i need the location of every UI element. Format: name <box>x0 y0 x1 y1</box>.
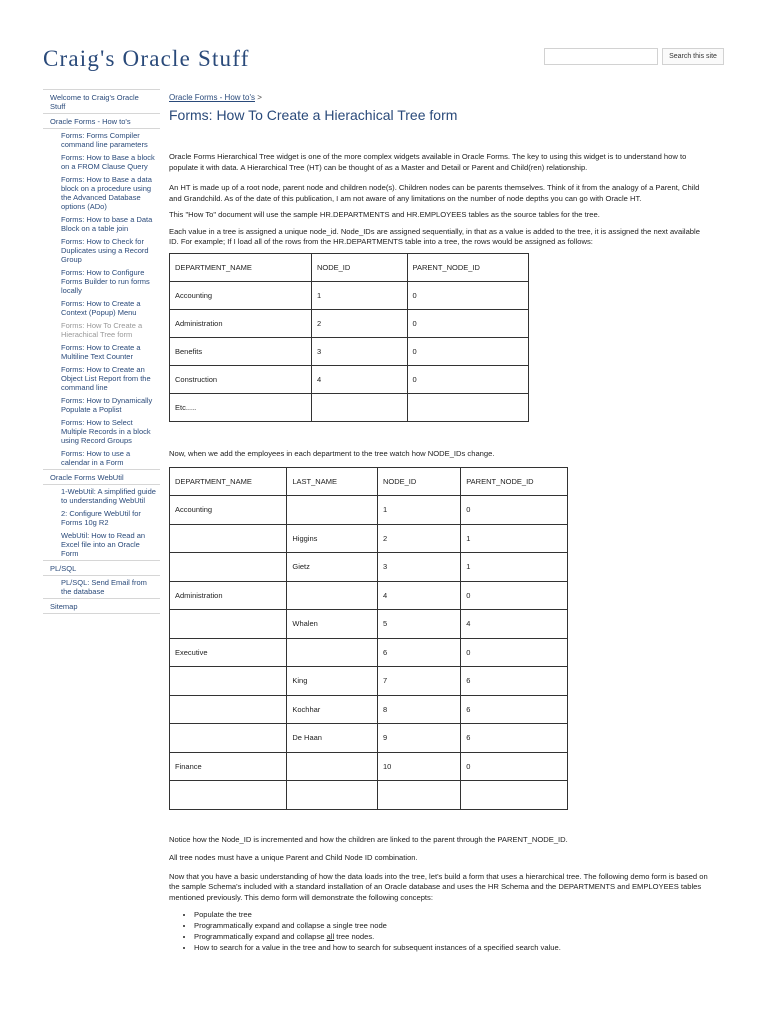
sidebar-section-link[interactable]: Oracle Forms WebUtil <box>43 470 160 485</box>
table-cell: Benefits <box>170 337 312 365</box>
table-cell <box>287 638 378 667</box>
table-row <box>170 695 568 724</box>
table-row <box>170 667 568 696</box>
sidebar-item[interactable]: Forms: How to Check for Duplicates using a Record Group <box>61 237 149 264</box>
table-row <box>170 524 568 553</box>
table-cell: Gietz <box>287 553 378 582</box>
sidebar-item[interactable]: Forms: How to use a calendar in a Form <box>43 447 160 470</box>
table-cell: 6 <box>461 667 568 696</box>
table-cell: Executive <box>170 638 287 667</box>
table-cell: 0 <box>461 752 568 781</box>
table-cell: 2 <box>311 309 407 337</box>
sidebar-item[interactable]: Forms: How to base a Data Block on a table join <box>61 215 153 233</box>
demo-form-paragraph: Now that you have a basic understanding of how the data loads into the tree, let's build a form that uses a hierarchical tree. The following demo form is based on the sample Schema's included with a standard installation of an Oracle database and uses the HR Schema and the DEPARTMENTS and EMPLOYEES tables mentioned previously. This demo form will demonstrate the following concepts: <box>169 871 708 902</box>
table-row <box>170 752 568 781</box>
table-cell: 9 <box>377 724 460 753</box>
sidebar-item[interactable]: Forms: How to Base a block on a FROM Clause Query <box>61 153 155 171</box>
table-row <box>170 496 568 525</box>
sidebar-item[interactable]: Forms: How to Create an Object List Report from the command line <box>61 365 151 392</box>
column-header: PARENT_NODE_ID <box>461 468 568 496</box>
search-button[interactable]: Search this site <box>662 48 724 65</box>
table-cell: 0 <box>461 496 568 525</box>
table-cell: Finance <box>170 752 287 781</box>
table-cell <box>407 393 528 421</box>
sidebar-item[interactable]: Forms: How To Create a Hierachical Tree form <box>61 321 143 339</box>
table-cell: Whalen <box>287 610 378 639</box>
sidebar-section-link[interactable]: PL/SQL <box>43 561 160 576</box>
table-cell: 1 <box>377 496 460 525</box>
table-cell: Construction <box>170 365 312 393</box>
table-cell: 6 <box>461 724 568 753</box>
sidebar-item[interactable]: 1-WebUtil: A simplified guide to understanding WebUtil <box>61 487 156 505</box>
table-cell <box>170 695 287 724</box>
table-cell: De Haan <box>287 724 378 753</box>
list-item: • How to search for a value in the tree and how to search for subsequent instances of a specified search value. <box>194 942 709 953</box>
sidebar-section-link[interactable]: Oracle Forms - How to's <box>43 114 160 129</box>
table-cell: 4 <box>461 610 568 639</box>
column-header: DEPARTMENT_NAME <box>170 253 312 281</box>
breadcrumb-separator: > <box>257 93 262 102</box>
table-row <box>170 553 568 582</box>
table-cell <box>170 724 287 753</box>
table-cell: Etc..... <box>170 393 312 421</box>
node-id-increment-paragraph: Notice how the Node_ID is incremented and how the children are linked to the parent through the PARENT_NODE_ID. <box>169 834 568 844</box>
table-cell <box>287 781 378 810</box>
table-cell: 7 <box>377 667 460 696</box>
table-cell <box>377 781 460 810</box>
employees-intro-paragraph: Now, when we add the employees in each department to the tree watch how NODE_IDs change. <box>169 448 495 458</box>
table-header-row <box>170 253 529 281</box>
source-tables-paragraph: This "How To" document will use the sample HR.DEPARTMENTS and HR.EMPLOYEES tables as the source tables for the tree. <box>169 210 600 219</box>
table-cell: 1 <box>461 553 568 582</box>
employees-table <box>169 467 568 810</box>
table-cell: 0 <box>461 581 568 610</box>
sidebar-item[interactable]: Forms: How to Create a Multiline Text Counter <box>61 343 141 361</box>
table-row <box>170 281 529 309</box>
table-cell: 8 <box>377 695 460 724</box>
table-row <box>170 365 529 393</box>
table-cell: 3 <box>311 337 407 365</box>
sidebar-item[interactable]: Forms: Forms Compiler command line parameters <box>61 131 148 149</box>
table-row <box>170 337 529 365</box>
table-cell: 6 <box>461 695 568 724</box>
table-cell <box>287 752 378 781</box>
table-row <box>170 393 529 421</box>
table-cell: Accounting <box>170 496 287 525</box>
table-cell <box>287 496 378 525</box>
sidebar-item[interactable]: Forms: How to Select Multiple Records in a block using Record Groups <box>61 418 151 445</box>
sidebar-item[interactable]: Forms: How to Configure Forms Builder to run forms locally <box>61 268 150 295</box>
sidebar-section-link[interactable]: Welcome to Craig's Oracle Stuff <box>43 90 160 114</box>
site-title[interactable]: Craig's Oracle Stuff <box>43 46 250 71</box>
intro-paragraph: Oracle Forms Hierarchical Tree widget is one of the more complex widgets available in Oracle Forms. The key to using this widget is to understand how to populate it with data. A Hierarchical Tree (HT) can be thought of as a Master and Detail or Parent and Child(ren) relationship. <box>169 152 687 172</box>
table-cell: 0 <box>407 365 528 393</box>
table-cell: 2 <box>377 524 460 553</box>
table-cell <box>170 667 287 696</box>
table-cell: Administration <box>170 309 312 337</box>
list-item: • Populate the tree <box>194 909 709 920</box>
table-cell: 10 <box>377 752 460 781</box>
page-title: Forms: How To Create a Hierachical Tree form <box>169 107 458 123</box>
search-input[interactable] <box>544 48 658 65</box>
table-cell: 0 <box>461 638 568 667</box>
table-cell <box>170 524 287 553</box>
table-cell: 0 <box>407 337 528 365</box>
concepts-list <box>169 909 709 953</box>
main-content <box>169 89 709 953</box>
column-header: PARENT_NODE_ID <box>407 253 528 281</box>
table-cell: King <box>287 667 378 696</box>
sidebar-section-link[interactable]: Sitemap <box>43 599 160 614</box>
table-cell: 0 <box>407 309 528 337</box>
sidebar-item[interactable]: Forms: How to Create a Context (Popup) Menu <box>61 299 141 317</box>
table-cell: Accounting <box>170 281 312 309</box>
table-cell: 1 <box>311 281 407 309</box>
table-row <box>170 610 568 639</box>
column-header: NODE_ID <box>377 468 460 496</box>
table-cell <box>170 781 287 810</box>
table-cell: 4 <box>311 365 407 393</box>
table-cell: Kochhar <box>287 695 378 724</box>
sidebar-item[interactable]: Forms: How to Base a data block on a procedure using the Advanced Database options (ADo) <box>61 175 152 211</box>
table-cell <box>461 781 568 810</box>
sidebar-nav <box>43 89 160 614</box>
sidebar-item[interactable]: PL/SQL: Send Email from the database <box>43 576 160 599</box>
table-cell: 0 <box>407 281 528 309</box>
table-cell: 3 <box>377 553 460 582</box>
table-row <box>170 581 568 610</box>
table-row <box>170 309 529 337</box>
node-id-paragraph: Each value in a tree is assigned a unique node_id. Node_IDs are assigned sequentially, in that as a value is added to the tree, it is assigned the next available ID. For example; If I load all of the rows from the HR.DEPARTMENTS table into a tree, the rows would be assigned as follows: <box>169 226 700 246</box>
table-cell: 4 <box>377 581 460 610</box>
table-cell: Administration <box>170 581 287 610</box>
sidebar-item[interactable]: WebUtil: How to Read an Excel file into an Oracle Form <box>43 529 160 561</box>
table-cell <box>311 393 407 421</box>
column-header: DEPARTMENT_NAME <box>170 468 287 496</box>
sidebar-item[interactable]: 2: Configure WebUtil for Forms 10g R2 <box>61 509 141 527</box>
table-cell: Higgins <box>287 524 378 553</box>
table-row <box>170 638 568 667</box>
departments-table <box>169 253 529 422</box>
list-item: • Programmatically expand and collapse all tree nodes. <box>194 931 709 942</box>
table-cell: 6 <box>377 638 460 667</box>
list-item: • Programmatically expand and collapse a single tree node <box>194 920 709 931</box>
ht-structure-paragraph: An HT is made up of a root node, parent node and children node(s). Children nodes can be parents themselves. Think of it from the analogy of a Parent, Child and Grandchild. As of the date of this publication, I am not aware of any limitations on the number of node depths you can go with Oracle HT. <box>169 183 700 203</box>
column-header: LAST_NAME <box>287 468 378 496</box>
table-cell: 1 <box>461 524 568 553</box>
breadcrumb <box>169 93 709 102</box>
table-row <box>170 781 568 810</box>
table-row <box>170 724 568 753</box>
sidebar-item[interactable]: Forms: How to Dynamically Populate a Poplist <box>61 396 153 414</box>
table-cell <box>170 610 287 639</box>
table-cell: 5 <box>377 610 460 639</box>
breadcrumb-link[interactable]: Oracle Forms - How to's <box>169 93 255 102</box>
unique-node-paragraph: All tree nodes must have a unique Parent and Child Node ID combination. <box>169 853 418 862</box>
column-header: NODE_ID <box>311 253 407 281</box>
table-cell <box>287 581 378 610</box>
table-header-row <box>170 468 568 496</box>
table-cell <box>170 553 287 582</box>
